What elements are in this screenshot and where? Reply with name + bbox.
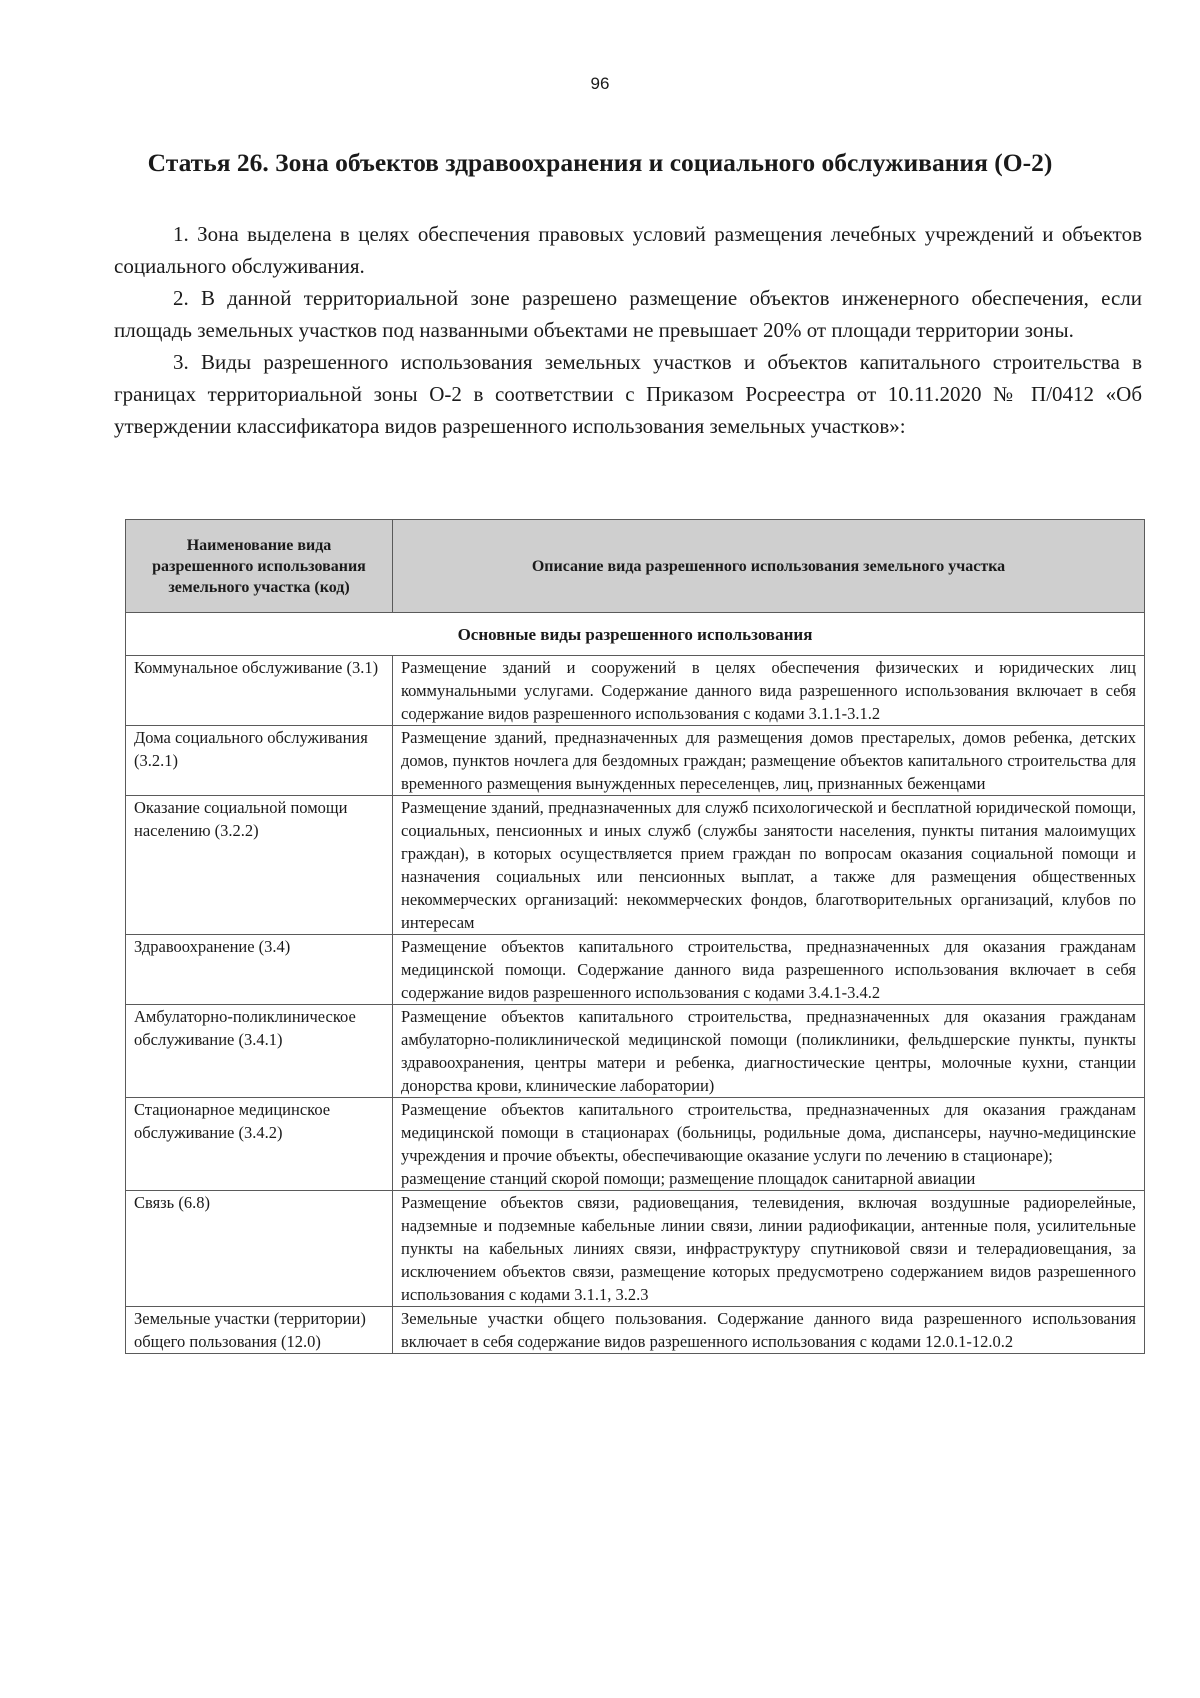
table-header — [126, 520, 1145, 613]
use-type-name: Амбулаторно-поликлиническое обслуживание (3.4.1) — [126, 1005, 393, 1098]
table-row — [126, 796, 1145, 935]
header-name-column: Наименование вида разрешенного использования земельного участка (код) — [126, 520, 393, 613]
land-use-table — [125, 519, 1145, 1354]
page-number: 96 — [590, 74, 610, 93]
table-row — [126, 935, 1145, 1005]
table-header-row — [126, 520, 1145, 613]
header-description-column: Описание вида разрешенного использования земельного участка — [393, 520, 1145, 613]
table-row — [126, 1005, 1145, 1098]
use-type-description — [393, 1098, 1145, 1191]
use-type-description: Земельные участки общего пользования. Содержание данного вида разрешенного использования включает в себя содержание видов разрешенного использования с кодами 12.0.1-12.0.2 — [393, 1307, 1145, 1354]
use-type-description-extra: размещение станций скорой помощи; размещение площадок санитарной авиации — [401, 1169, 976, 1188]
paragraph-3: 3. Виды разрешенного использования земельных участков и объектов капитального строительства в границах территориальной зоны О-2 в соответствии с Приказом Росреестра от 10.11.2020 № П/0412 «Об утверждении классификатора видов разрешенного использования земельных участков»: — [114, 350, 1142, 438]
use-type-name: Оказание социальной помощи населению (3.2.2) — [126, 796, 393, 935]
use-type-name: Связь (6.8) — [126, 1191, 393, 1307]
table-row — [126, 656, 1145, 726]
table-row — [126, 1307, 1145, 1354]
use-type-name: Дома социального обслуживания (3.2.1) — [126, 726, 393, 796]
use-type-description-main: Размещение объектов капитального строительства, предназначенных для оказания гражданам медицинской помощи в стационарах (больницы, родильные дома, диспансеры, научно-медицинские учреждения и прочие объекты, обеспечивающие оказание услуги по лечению в стационаре); — [401, 1100, 1136, 1165]
paragraph-2: 2. В данной территориальной зоне разрешено размещение объектов инженерного обеспечения, если площадь земельных участков под названными объектами не превышает 20% от площади территории зоны. — [114, 286, 1142, 342]
article-body — [114, 218, 1142, 442]
use-type-description: Размещение зданий и сооружений в целях обеспечения физических и юридических лиц коммунальными услугами. Содержание данного вида разрешенного использования включает в себя содержание видов разрешенного использования с кодами 3.1.1-3.1.2 — [393, 656, 1145, 726]
article-title: Статья 26. Зона объектов здравоохранения и социального обслуживания (О-2) — [147, 148, 1053, 177]
table-row — [126, 1191, 1145, 1307]
use-type-description: Размещение зданий, предназначенных для размещения домов престарелых, домов ребенка, детских домов, пунктов ночлега для бездомных граждан; размещение объектов капитального строительства для временного размещения вынужденных переселенцев, лиц, признанных беженцами — [393, 726, 1145, 796]
use-type-description: Размещение зданий, предназначенных для служб психологической и бесплатной юридической помощи, социальных, пенсионных и иных служб (службы занятости населения, пункты питания малоимущих граждан), в которых осуществляется прием граждан по вопросам оказания социальной помощи и назначения социальных или пенсионных выплат, а также для размещения общественных некоммерческих организаций: некоммерческих фондов, благотворительных организаций, клубов по интересам — [393, 796, 1145, 935]
use-type-description: Размещение объектов капитального строительства, предназначенных для оказания гражданам медицинской помощи. Содержание данного вида разрешенного использования включает в себя содержание видов разрешенного использования с кодами 3.4.1-3.4.2 — [393, 935, 1145, 1005]
table-row — [126, 1098, 1145, 1191]
section-title: Основные виды разрешенного использования — [126, 613, 1145, 656]
paragraph-1: 1. Зона выделена в целях обеспечения правовых условий размещения лечебных учреждений и объектов социального обслуживания. — [114, 222, 1142, 278]
use-type-name: Стационарное медицинское обслуживание (3.4.2) — [126, 1098, 393, 1191]
table-body — [126, 613, 1145, 1354]
use-type-description: Размещение объектов капитального строительства, предназначенных для оказания гражданам амбулаторно-поликлинической медицинской помощи (поликлиники, фельдшерские пункты, пункты здравоохранения, центры матери и ребенка, диагностические центры, молочные кухни, станции донорства крови, клинические лаборатории) — [393, 1005, 1145, 1098]
table-row — [126, 726, 1145, 796]
use-type-name: Земельные участки (территории) общего пользования (12.0) — [126, 1307, 393, 1354]
use-type-name: Коммунальное обслуживание (3.1) — [126, 656, 393, 726]
use-type-name: Здравоохранение (3.4) — [126, 935, 393, 1005]
section-row — [126, 613, 1145, 656]
use-type-description: Размещение объектов связи, радиовещания, телевидения, включая воздушные радиорелейные, надземные и подземные кабельные линии связи, линии радиофикации, антенные поля, усилительные пункты на кабельных линиях связи, инфраструктуру спутниковой связи и телерадиовещания, за исключением объектов связи, размещение которых предусмотрено содержанием видов разрешенного использования с кодами 3.1.1, 3.2.3 — [393, 1191, 1145, 1307]
